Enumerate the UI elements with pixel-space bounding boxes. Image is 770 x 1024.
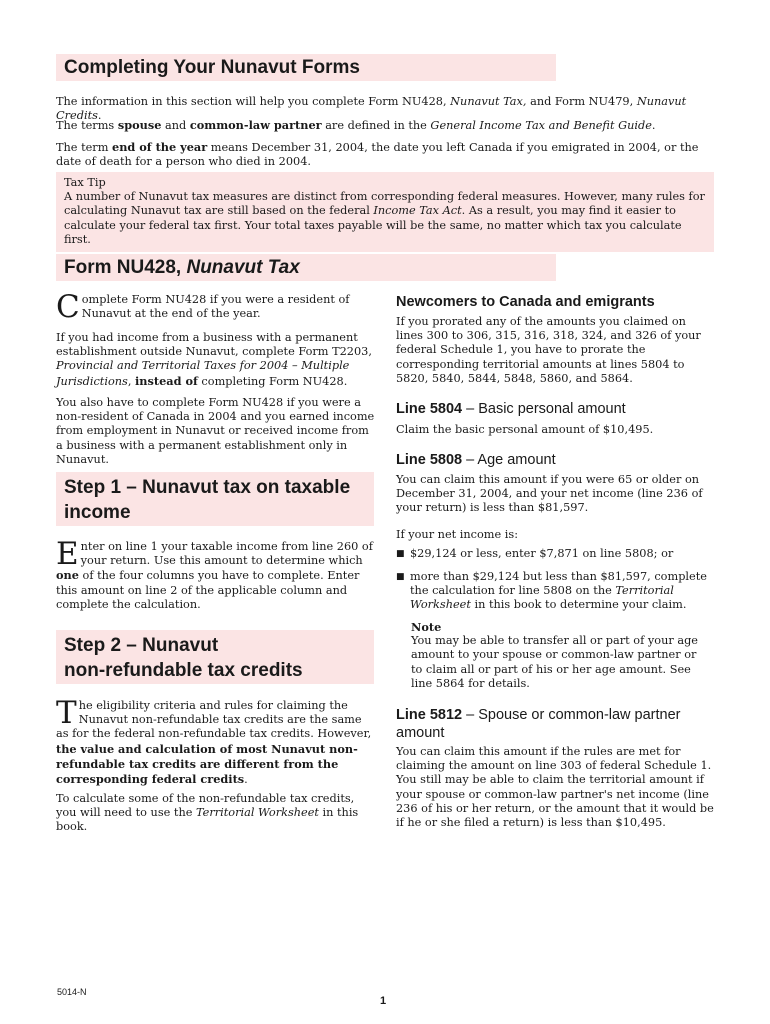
page-title: Completing Your Nunavut Forms xyxy=(64,57,360,78)
bullet-square-icon: ■ xyxy=(396,549,405,559)
bullet-square-icon: ■ xyxy=(396,572,405,582)
line-5808-paragraph-2: If your net income is: xyxy=(396,528,518,541)
tax-tip-title: Tax Tip xyxy=(64,176,106,189)
nu428-paragraph-1: Complete Form NU428 if you were a resident of Nunavut at the end of the year. xyxy=(56,289,350,325)
page-number: 1 xyxy=(380,995,387,1007)
nu428-paragraph-3: You also have to complete Form NU428 if you were a non-resident of Canada in 2004 and you earned income from employment in Nunavut or received income from a business with a permanent establishment only in Nunavut. xyxy=(56,396,375,466)
form-code: 5014-N xyxy=(57,987,87,997)
nu428-paragraph-2: If you had income from a business with a permanent establishment outside Nunavut, complete Form T2203, Provincial and Territorial Taxes for 2004 – Multiple Jurisdictions, instead of completing Form NU428. xyxy=(56,331,372,388)
tax-tip-box xyxy=(56,172,714,252)
list-item: ■ more than $29,124 but less than $81,597, complete the calculation for line 5808 on the Territorial Worksheet in this book to determine your claim. xyxy=(396,570,707,612)
intro-paragraph-3: The term end of the year means December 31, 2004, the date you left Canada if you emigrated in 2004, or the date of death for a person who died in 2004. xyxy=(56,140,699,169)
form-nu428-heading: Form NU428, Nunavut Tax xyxy=(56,254,556,281)
step2-paragraph-2: To calculate some of the non-refundable tax credits, you will need to use the Territorial Worksheet in this book. xyxy=(56,792,359,834)
intro-paragraph-2: The terms spouse and common-law partner are defined in the General Income Tax and Benefit Guide. xyxy=(56,118,656,132)
section-heading-banner xyxy=(56,54,556,81)
note-text: You may be able to transfer all or part of your age amount to your spouse or common-law partner or to claim all or part of his or her age amount. See line 5864 for details. xyxy=(411,634,698,690)
line-5804-heading: Line 5804 – Basic personal amount xyxy=(396,401,626,417)
drop-cap: E xyxy=(56,536,79,572)
newcomers-heading: Newcomers to Canada and emigrants xyxy=(396,294,655,310)
line-5812-paragraph: You can claim this amount if the rules are met for claiming the amount on line 303 of federal Schedule 1. You still may be able to claim the territorial amount if your spouse or common-law partner's net income (line 236 of his or her return, or the amount that it would be if he or she filed a return) is less than $10,495. xyxy=(396,745,714,830)
newcomers-paragraph: If you prorated any of the amounts you claimed on lines 300 to 306, 315, 316, 318, 324, and 326 of your federal Schedule 1, you have to prorate the corresponding territorial amounts at lines 5804 to 5820, 5840, 5844, 5848, 5860, and 5864. xyxy=(396,315,701,385)
tax-tip-text: A number of Nunavut tax measures are distinct from corresponding federal measures. However, many rules for calculating Nunavut tax are still based on the federal Income Tax Act. As a result, you may find it easier to calculate your federal tax first. Your total taxes payable will be the same, no matter which tax you calculate first. xyxy=(64,190,705,246)
step1-heading: Step 1 – Nunavut tax on taxable income xyxy=(56,472,374,526)
intro-paragraph-1: The information in this section will help you complete Form NU428, Nunavut Tax, and Form NU479, Nunavut Credits. xyxy=(56,95,687,123)
note-title: Note xyxy=(411,620,442,634)
line-5804-paragraph: Claim the basic personal amount of $10,495. xyxy=(396,423,654,436)
line-5808-paragraph-1: You can claim this amount if you were 65 or older on December 31, 2004, and your net income (line 236 of your return) is less than $81,597. xyxy=(396,473,703,515)
drop-cap: T xyxy=(56,695,77,731)
line-5812-heading: Line 5812 – Spouse or common-law partner amount xyxy=(396,707,681,741)
step2-paragraph-1: The eligibility criteria and rules for claiming the Nunavut non-refundable tax credits are the same as for the federal non-refundable tax credits. However, the value and calculation of most Nunavut non-refundable tax credits are different from the corresponding federal credits. xyxy=(56,695,372,787)
list-item: ■ $29,124 or less, enter $7,871 on line 5808; or xyxy=(396,547,674,560)
note-box xyxy=(411,620,711,691)
step2-heading: Step 2 – Nunavut non-refundable tax credits xyxy=(56,630,374,684)
step1-paragraph: Enter on line 1 your taxable income from line 260 of your return. Use this amount to determine which one of the four columns you have to complete. Enter this amount on line 2 of the applicable column and complete the calculation. xyxy=(56,536,373,611)
drop-cap: C xyxy=(56,289,80,325)
line-5808-heading: Line 5808 – Age amount xyxy=(396,452,556,468)
